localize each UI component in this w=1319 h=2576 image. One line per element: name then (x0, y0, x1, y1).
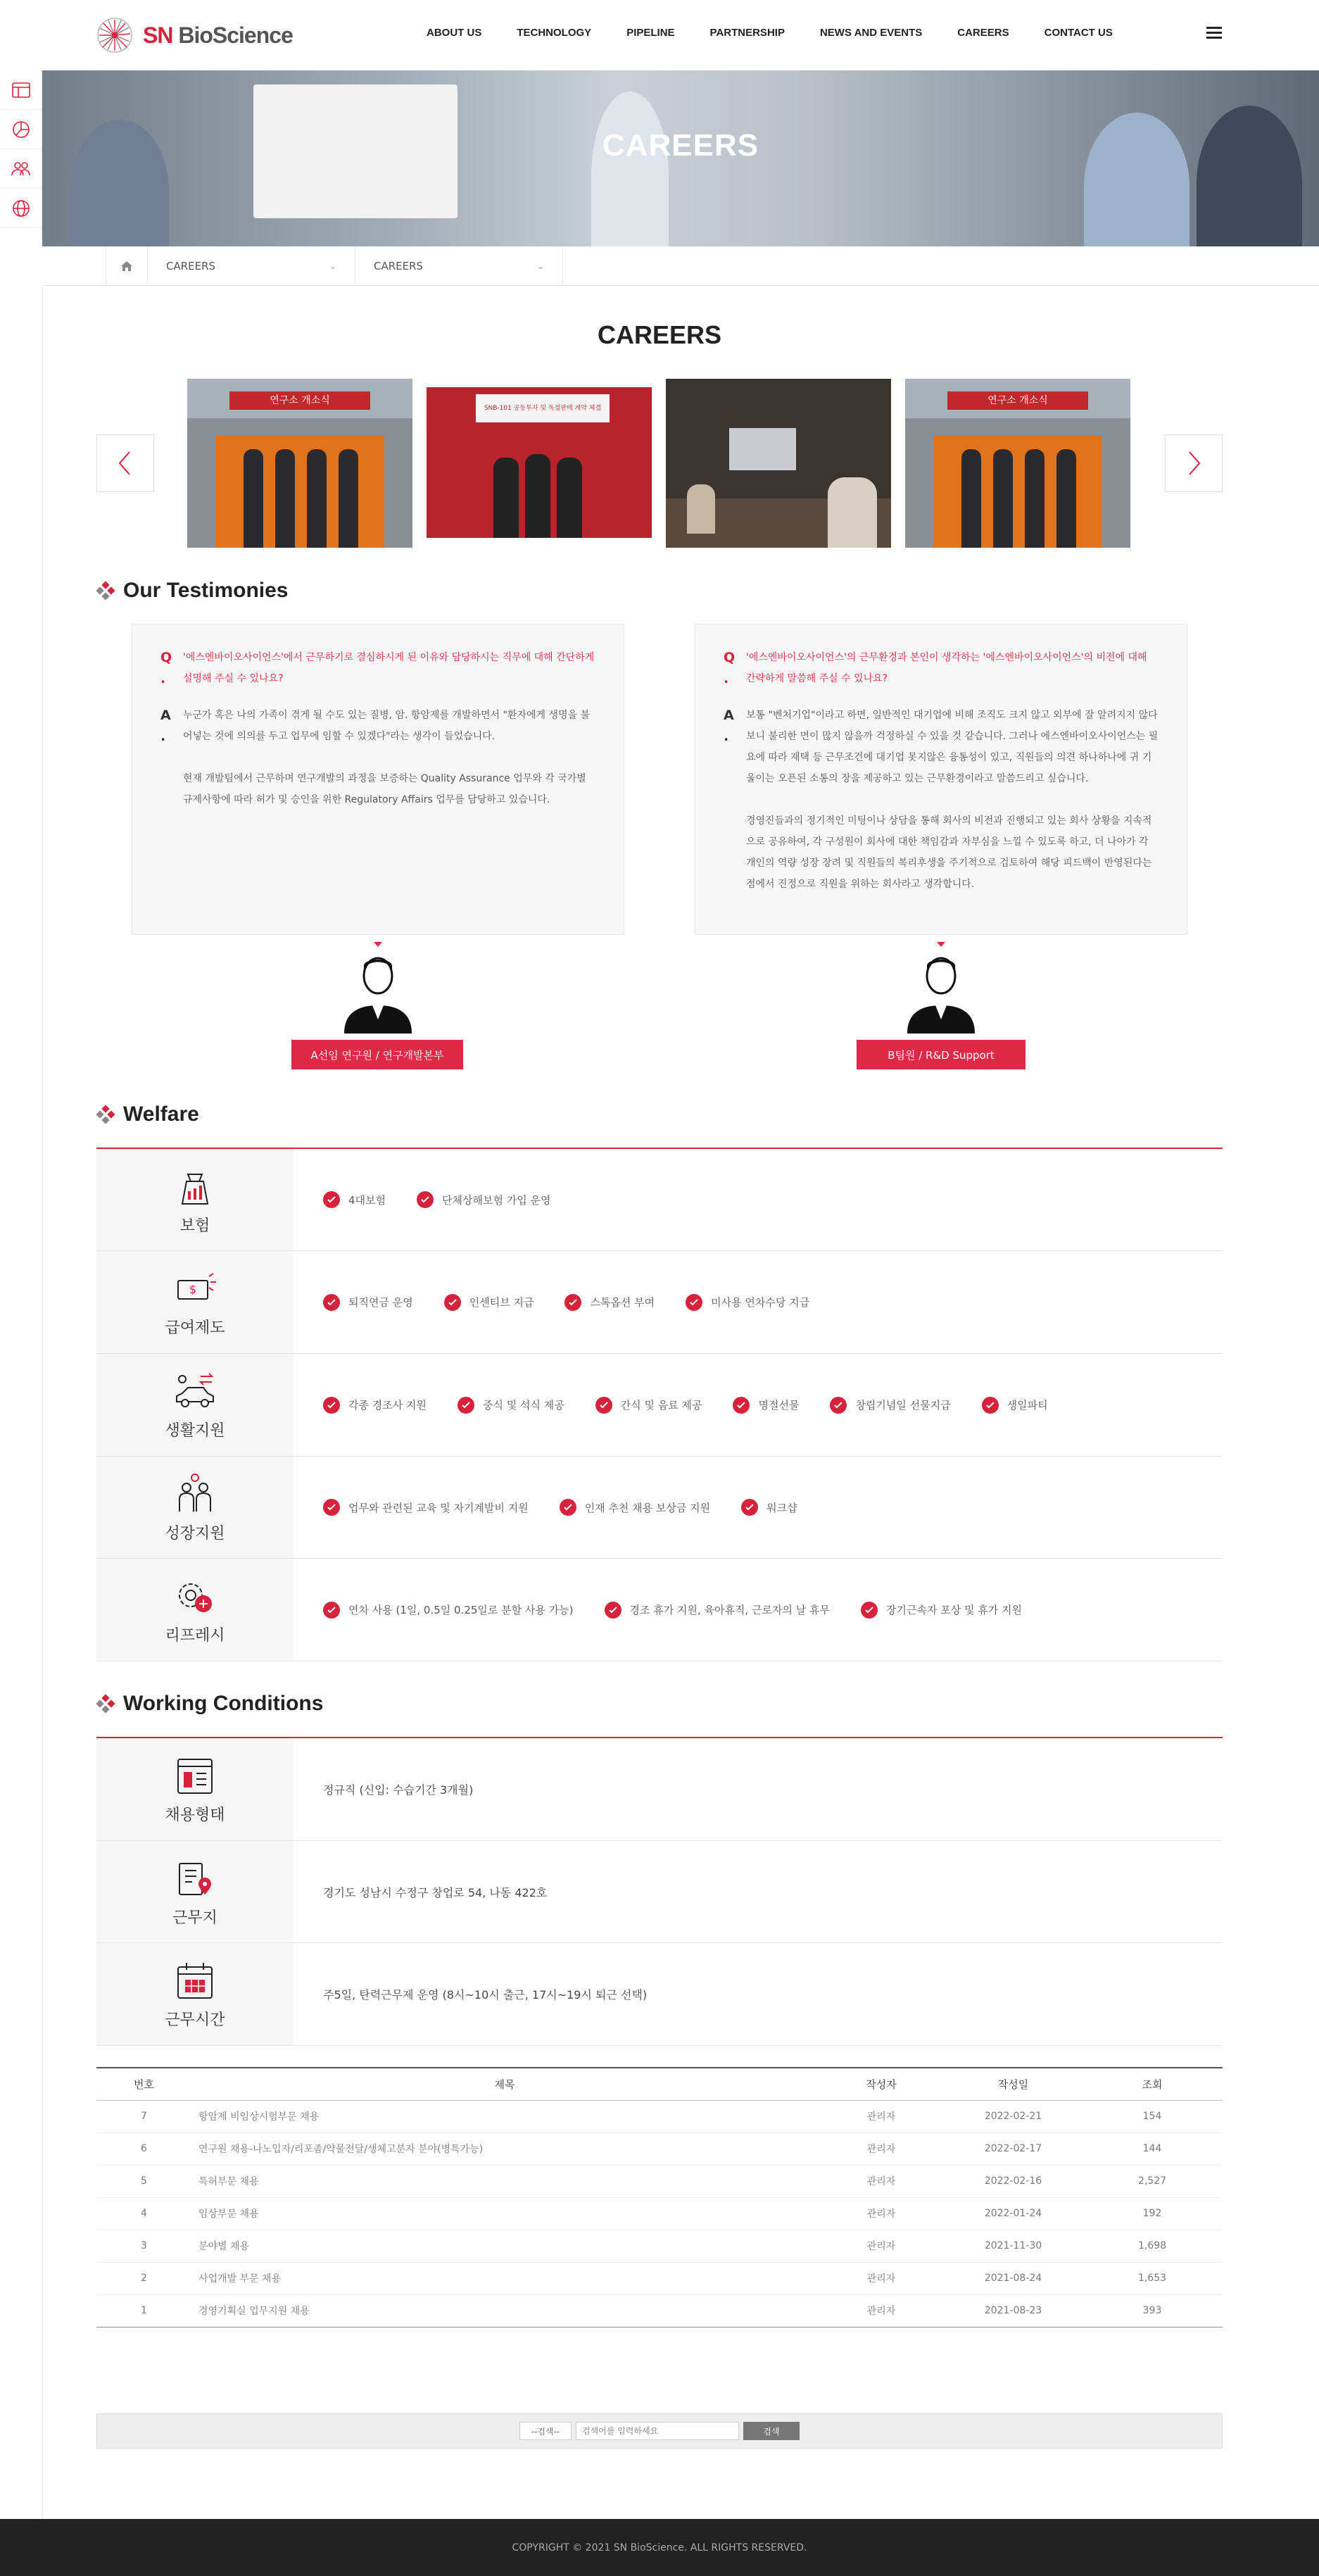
home-icon[interactable] (106, 246, 148, 286)
diamond-bullet-icon (96, 582, 115, 600)
table-row[interactable]: 4 임상부문 채용 관리자 2022-01-24 192 (96, 2197, 1223, 2230)
check-icon (444, 1294, 461, 1311)
check-icon (733, 1397, 750, 1414)
globe-icon[interactable] (0, 189, 42, 228)
photo-sign: 연구소 개소식 (947, 391, 1088, 410)
nav-technology[interactable]: TECHNOLOGY (517, 27, 592, 39)
gallery-photo-1[interactable] (187, 379, 412, 548)
gallery-photo-4[interactable] (905, 379, 1130, 548)
welfare-row-insurance: 보험 4대보험 단체상해보험 가입 운영 (96, 1149, 1223, 1251)
search-input[interactable] (576, 2422, 739, 2440)
job-board-table (96, 2067, 1223, 2327)
table-row[interactable]: 5 특허부문 채용 관리자 2022-02-16 2,527 (96, 2165, 1223, 2197)
welfare-heading: Welfare (96, 1102, 199, 1126)
gallery-photo-2[interactable] (427, 387, 652, 538)
salary-icon (172, 1267, 217, 1312)
working-hours-text: 주5일, 탄력근무제 운영 (8시~10시 출근, 17시~19시 퇴근 선택) (323, 1988, 648, 2002)
car-icon (172, 1369, 217, 1414)
testimony-badge-right: B팀원 / R&D Support (857, 1040, 1025, 1069)
photo-banner: SNB-101 공동투자 및 독점판매 계약 체결 (476, 394, 610, 422)
prev-arrow-button[interactable] (96, 434, 154, 492)
check-icon (595, 1397, 612, 1414)
hero-title: CAREERS (602, 128, 759, 163)
table-row[interactable]: 7 항암제 비임상시험부문 채용 관리자 2022-02-21 154 (96, 2100, 1223, 2132)
breadcrumb-select-1[interactable]: CAREERS ⌄ (148, 246, 355, 286)
nav-news[interactable]: NEWS AND EVENTS (819, 27, 923, 39)
welfare-row-refresh: 리프레시 연차 사용 (1일, 0.5일 0.25일로 분할 사용 가능) 경조 휴가 지원, 육아휴직, 근로자의 날 휴무 장기근속자 포상 및 휴가 지원 (96, 1559, 1223, 1661)
check-icon (564, 1294, 581, 1311)
location-icon (172, 1856, 217, 1902)
check-icon (605, 1602, 621, 1619)
breadcrumb-select-2[interactable]: CAREERS ⌄ (355, 246, 563, 286)
page-title: CAREERS (597, 320, 722, 349)
breadcrumb (42, 246, 1319, 286)
svg-text:$: $ (189, 1283, 197, 1296)
working-row-hours: 근무시간 주5일, 탄력근무제 운영 (8시~10시 출근, 17시~19시 퇴근 선택) (96, 1943, 1223, 2046)
working-row-type: 채용형태 정규직 (신입: 수습기간 3개월) (96, 1738, 1223, 1841)
layout-icon[interactable] (0, 70, 42, 110)
logo-mark-icon (95, 15, 134, 55)
check-icon (457, 1397, 474, 1414)
answer-text: 보통 "벤처기업"이라고 하면, 일반적인 대기업에 비해 조직도 크지 않고 외부에 잘 알려지지 않다 보니 불리한 면이 많지 않을까 걱정하실 수 있을 것 같습니다. 그러나 에스엔바이오사이언스는 필요에 따라 재택 등 근무조건에 대기업 못지않은 융통성이 있고, 직원들의 의견 하나하나에 귀 기울이는 오픈된 소통의 장을 제공하고 있는 근무환경이라고 말씀드리고 싶습니다. (746, 710, 1159, 784)
nav-contact[interactable]: CONTACT US (1044, 27, 1113, 39)
photo-sign: 연구소 개소식 (229, 391, 370, 410)
question-text: '에스엔바이오사이언스'의 근무환경과 본인이 생각하는 '에스엔바이오사이언스'의 비전에 대해 간략하게 말씀해 주실 수 있나요? (746, 652, 1147, 684)
people-icon[interactable] (0, 149, 42, 189)
working-location-text: 경기도 성남시 수정구 창업로 54, 나동 422호 (323, 1885, 548, 1899)
diamond-bullet-icon (96, 1105, 115, 1124)
content-border (42, 239, 43, 2520)
logo[interactable] (95, 15, 293, 55)
answer-text: 누군가 혹은 나의 가족이 겪게 될 수도 있는 질병, 암. 항암제를 개발하면서 "환자에게 생명을 불어넣는 것에 의의를 두고 업무에 임할 수 있겠다"라는 생각이 들었습니다. (183, 710, 591, 742)
answer-text: 현재 개발팀에서 근무하며 연구개발의 과정을 보증하는 Quality Assurance 업무와 각 국가별 규제사항에 따라 허가 및 승인을 위한 Regulatory Affairs 업무를 담당하고 있습니다. (183, 773, 586, 805)
board-search-bar (96, 2413, 1223, 2449)
nav-partnership[interactable]: PARTNERSHIP (709, 27, 785, 39)
table-row[interactable]: 1 경영기획실 업무지원 채용 관리자 2021-08-23 393 (96, 2294, 1223, 2327)
table-row[interactable]: 6 연구원 채용-나노입자/리포좀/약물전달/생체고분자 분야(병특가능) 관리자 2022-02-17 144 (96, 2132, 1223, 2165)
copyright-text: COPYRIGHT © 2021 SN BioScience. ALL RIGHTS RESERVED. (512, 2542, 807, 2553)
nav-about[interactable]: ABOUT US (427, 27, 482, 39)
quick-sidebar (0, 70, 42, 239)
welfare-row-salary: $ 급여제도 퇴직연금 운영 인센티브 지급 스톡옵션 부여 미사용 연차수당 지급 (96, 1251, 1223, 1354)
logo-text: SN BioScience (143, 22, 293, 48)
nav-careers[interactable]: CAREERS (957, 27, 1009, 39)
check-icon (686, 1294, 702, 1311)
table-row[interactable]: 3 분야별 채용 관리자 2021-11-30 1,698 (96, 2230, 1223, 2262)
chevron-down-icon: ⌄ (536, 261, 544, 271)
working-type-text: 정규직 (신입: 수습기간 3개월) (323, 1783, 474, 1797)
site-header (0, 0, 1319, 70)
chart-icon[interactable] (0, 110, 42, 149)
table-row[interactable]: 2 사업개발 부문 채용 관리자 2021-08-24 1,653 (96, 2262, 1223, 2294)
working-row-location: 근무지 경기도 성남시 수정구 창업로 54, 나동 422호 (96, 1841, 1223, 1943)
nav-pipeline[interactable]: PIPELINE (626, 27, 675, 39)
diamond-bullet-icon (96, 1695, 115, 1713)
check-icon (741, 1499, 758, 1516)
search-button[interactable]: 검색 (743, 2422, 800, 2440)
answer-text: 경영진들과의 정기적인 미팅이나 상담을 통해 회사의 비전과 진행되고 있는 회사 상황을 지속적으로 공유하여, 각 구성원이 회사에 대한 책임감과 자부심을 느낄 수 있도록 하고, 더 나아가 각 개인의 역량 성장 장려 및 직원들의 복리후생을 주기적으로 검토하여 해당 피드백이 반영된다는 점에서 진정으로 직원을 위하는 회사라고 생각합니다. (746, 815, 1152, 890)
question-text: '에스엔바이오사이언스'에서 근무하기로 결심하시게 된 이유와 담당하시는 직무에 대해 간단하게 설명해 주실 수 있나요? (183, 652, 595, 684)
check-icon (982, 1397, 999, 1414)
insurance-icon (172, 1164, 217, 1210)
search-field-select[interactable]: --검색-- (519, 2422, 572, 2440)
calendar-icon (172, 1959, 217, 2004)
person-avatar-icon (906, 950, 976, 1035)
testimony-card-left: Q . '에스엔바이오사이언스'에서 근무하기로 결심하시게 된 이유와 담당하시는 직무에 대해 간단하게 설명해 주실 수 있나요? A . 누군가 혹은 나의 가족이 겪게 될 수도 있는 질병, 암. 항암제를 개발하면서 "환자에게 생명을 불어넣는 것에 의의를 두고 업무에 임할 수 있겠다"라는 생각이 들었습니다. 현재 개발팀에서 근무하며 연구개발의 과정을 보증하는 Quality Assurance 업무와 각 국가별 규제사항에 따라 허가 및 승인을 위한 Regulatory Affairs 업무를 담당하고 있습니다. (132, 624, 624, 935)
check-icon (323, 1602, 340, 1619)
check-icon (323, 1499, 340, 1516)
menu-icon[interactable] (1206, 27, 1222, 39)
welfare-row-growth: 성장지원 업무와 관련된 교육 및 자기계발비 지원 인재 추천 채용 보상금 지원 워크샵 (96, 1457, 1223, 1559)
check-icon (830, 1397, 847, 1414)
testimony-card-right: Q . '에스엔바이오사이언스'의 근무환경과 본인이 생각하는 '에스엔바이오사이언스'의 비전에 대해 간략하게 말씀해 주실 수 있나요? A . 보통 "벤처기업"이라고 하면, 일반적인 대기업에 비해 조직도 크지 않고 외부에 잘 알려지지 않다 보니 불리한 면이 많지 않을까 걱정하실 수 있을 것 같습니다. 그러나 에스엔바이오사이언스는 필요에 따라 재택 등 근무조건에 대기업 못지않은 융통성이 있고, 직원들의 의견 하나하나에 귀 기울이는 오픈된 소통의 장을 제공하고 있는 근무환경이라고 말씀드리고 싶습니다. 경영진들과의 정기적인 미팅이나 상담을 통해 회사의 비전과 진행되고 있는 회사 상황을 지속적으로 공유하여, 각 구성원이 회사에 대한 책임감과 자부심을 느낄 수 있도록 하고, 더 나아가 각 개인의 역량 성장 장려 및 직원들의 복리후생을 주기적으로 검토하여 해당 피드백이 반영된다는 점에서 진정으로 직원을 위하는 회사라고 생각합니다. (695, 624, 1187, 935)
growth-icon (172, 1472, 217, 1517)
working-heading: Working Conditions (96, 1692, 323, 1716)
refresh-gear-icon (172, 1574, 217, 1619)
person-avatar-icon (343, 950, 413, 1035)
next-arrow-button[interactable] (1165, 434, 1223, 492)
chevron-down-icon: ⌄ (329, 261, 336, 271)
hero-banner (42, 70, 1319, 246)
testimony-badge-left: A선임 연구원 / 연구개발본부 (291, 1040, 463, 1069)
site-footer (0, 2519, 1319, 2576)
welfare-row-living: 생활지원 각종 경조사 지원 중식 및 석식 제공 간식 및 음료 제공 명절선물 창립기념일 선물지급 생일파티 (96, 1354, 1223, 1457)
gallery-photo-3[interactable] (666, 379, 891, 548)
check-icon (417, 1191, 434, 1208)
main-nav (427, 27, 1148, 39)
check-icon (323, 1294, 340, 1311)
check-icon (323, 1191, 340, 1208)
testimonies-heading: Our Testimonies (96, 579, 289, 603)
table-header: 번호 제목 작성자 작성일 조회 (96, 2068, 1223, 2100)
check-icon (861, 1602, 878, 1619)
check-icon (560, 1499, 576, 1516)
check-icon (323, 1397, 340, 1414)
document-icon (172, 1754, 217, 1799)
